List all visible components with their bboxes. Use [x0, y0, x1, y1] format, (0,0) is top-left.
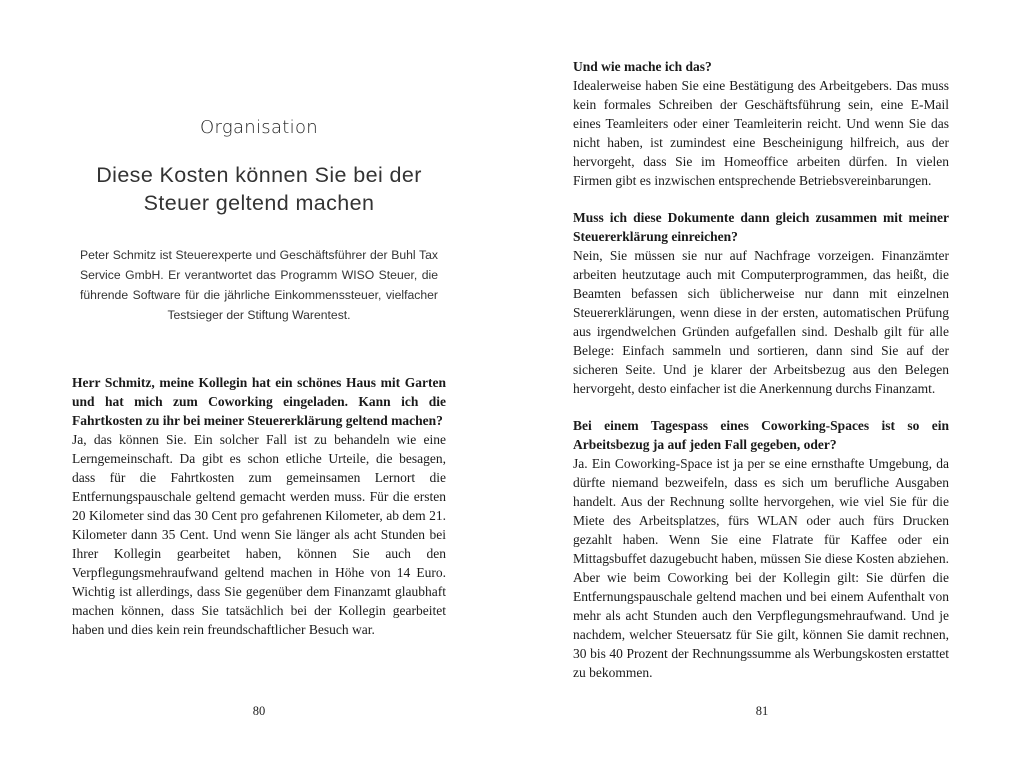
question: Muss ich diese Dokumente dann gleich zusammen mit meiner Steuererklärung einreichen? [573, 210, 949, 244]
page-number-left: 80 [252, 704, 266, 718]
answer: Ja, das können Sie. Ein solcher Fall ist zu behandeln wie eine Lerngemeinschaft. Da gibt es schon etliche Urteile, die besagen, dass für die Fahrtkosten zum gemeinsamen Lernort die Entfernungspauschale geltend gemacht werden muss. Für die ersten 20 Kilometer sind das 30 Cent pro gefahrenen Kilometer, ab dem 21. Kilometer dann 35 Cent. Und wenn Sie länger als acht Stunden bei Ihrer Kollegin gearbeitet haben, können Sie auch den Verpflegungsmehraufwand geltend machen in Höhe von 14 Euro. Wichtig ist allerdings, dass Sie gegenüber dem Finanzamt glaubhaft machen können, dass Sie tatsächlich bei der Kollegin gearbeitet haben und dies kein rein freundschaftlicher Besuch war. [72, 432, 446, 637]
left-body [72, 373, 446, 657]
author-intro-text: Peter Schmitz ist Steuerexperte und Geschäftsführer der Buhl Tax Service GmbH. Er verantwortet das Programm WISO Steuer, die führende Software für die jährliche Einkommenssteuer, vielfacher Testsieger der Stiftung Warentest. [80, 248, 438, 322]
qa-block [573, 208, 949, 398]
question: Und wie mache ich das? [573, 59, 712, 74]
qa-block [573, 416, 949, 682]
right-body [573, 57, 949, 700]
headline: Diese Kosten können Sie bei der Steuer geltend machen [96, 163, 422, 215]
qa-block [573, 57, 949, 190]
qa-block [72, 373, 446, 639]
author-intro [80, 245, 438, 325]
question: Herr Schmitz, meine Kollegin hat ein schönes Haus mit Garten und hat mich zum Coworking eingeladen. Kann ich die Fahrtkosten zu ihr bei meiner Steuererklärung geltend machen? [72, 375, 446, 428]
answer: Idealerweise haben Sie eine Bestätigung des Arbeitgebers. Das muss kein formales Schreiben der Geschäftsführung sein, eine E-Mail eines Teamleiters oder einer Teamleiterin reicht. Und wenn Sie das nicht haben, ist zumindest eine Bescheinigung hilfreich, aus der hervorgeht, dass Sie im Homeoffice arbeiten dürfen. In vielen Firmen gibt es inzwischen entsprechende Betriebsvereinbarungen. [573, 78, 949, 188]
section-label: Organisation [200, 117, 318, 138]
answer: Nein, Sie müssen sie nur auf Nachfrage vorzeigen. Finanzämter arbeiten heutzutage auch mit Computerprogrammen, das heißt, die Beamten befassen sich üblicherweise nur dann mit einzelnen Steuererklärungen, wenn diese in der ersten, automatischen Prüfung aus irgendwelchen Gründen aufgefallen sind. Deshalb gilt für alle Belege: Einfach sammeln und sortieren, dann sind Sie auf der sicheren Seite. Und je klarer der Arbeitsbezug aus den Belegen hervorgeht, desto einfacher ist die Anerkennung durchs Finanzamt. [573, 248, 949, 396]
answer: Ja. Ein Coworking-Space ist ja per se eine ernsthafte Umgebung, da dürfte niemand bezweifeln, dass es sich um berufliche Ausgaben handelt. Aus der Rechnung sollte hervorgehen, wie viel Sie für die Miete des Arbeitsplatzes, fürs WLAN oder auch fürs Drucken gezahlt haben. Wenn Sie eine Flatrate für Kaffee oder ein Mittagsbuffet dazugebucht haben, müssen Sie diese Kosten abziehen. Aber wie beim Coworking bei der Kollegin gilt: Sie dürfen die Entfernungspauschale geltend machen und bei einem Aufenthalt von mehr als acht Stunden auch den Verpflegungsmehraufwand. Und je nachdem, welcher Steuersatz für Sie gilt, können Sie damit rechnen, 30 bis 40 Prozent der Rechnungssumme als Werbungskosten erstattet zu bekommen. [573, 456, 949, 680]
right-page [510, 0, 1020, 778]
question: Bei einem Tagespass eines Coworking-Spaces ist so ein Arbeitsbezug ja auf jeden Fall gegeben, oder? [573, 418, 949, 452]
page-number-right: 81 [755, 704, 769, 718]
